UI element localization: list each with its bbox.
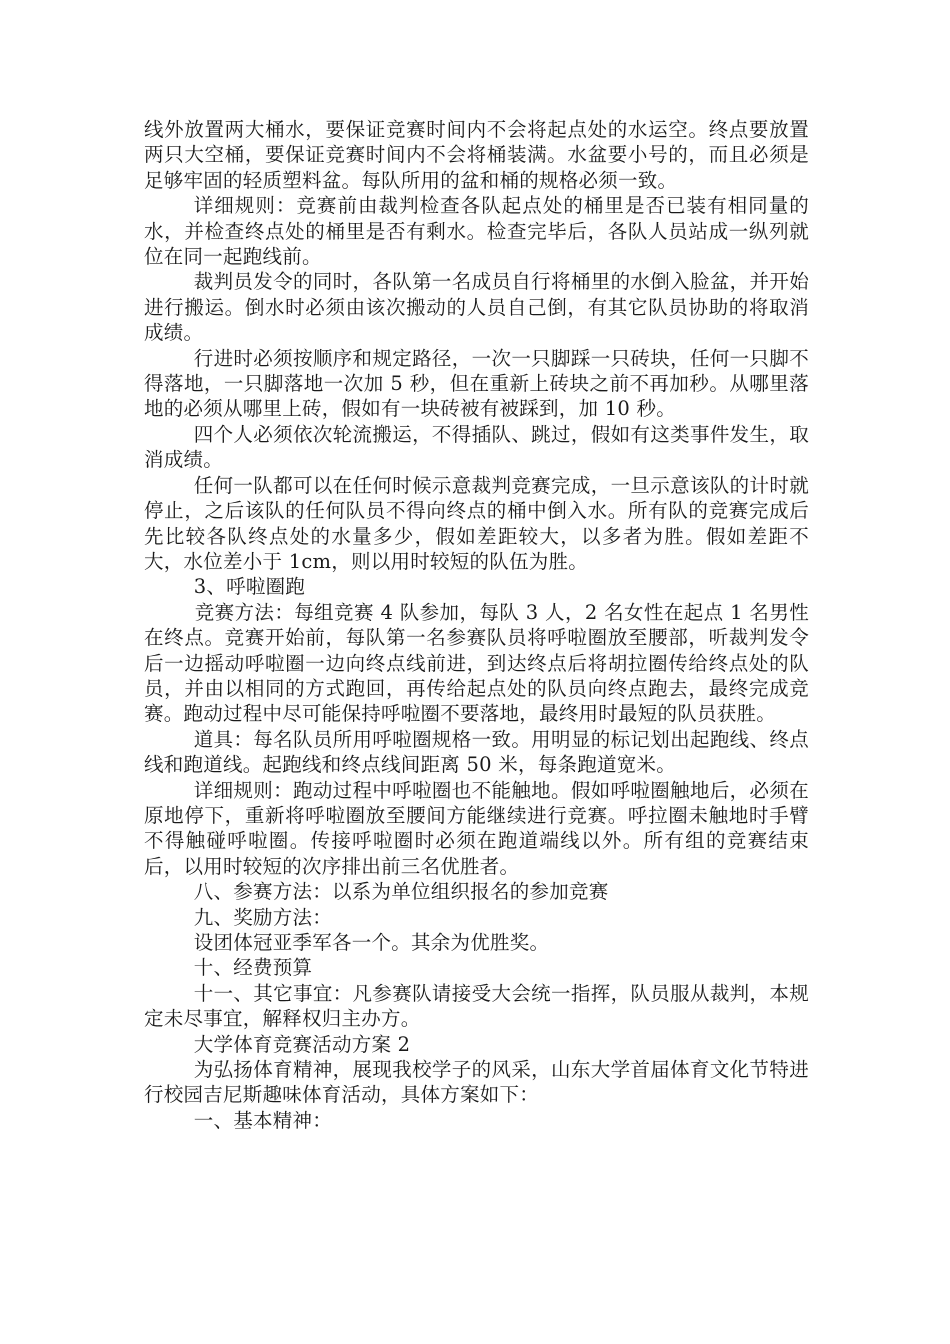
section-heading-other-matters: 十一、其它事宜：凡参赛队请接受大会统一指挥，队员服从裁判，本规定未尽事宜，解释权归主办方。 — [144, 981, 809, 1031]
section-heading-hula-hoop: 3、呼啦圈跑 — [193, 575, 306, 599]
document-body — [144, 117, 809, 1133]
paragraph-4: 行进时必须按顺序和规定路径，一次一只脚踩一只砖块，任何一只脚不得落地，一只脚落地一次加 5 秒，但在重新上砖块之前不再加秒。从哪里落地的必须从哪里上砖，假如有一块砖被有被踩到，加 10 秒。 — [144, 346, 809, 421]
paragraph-props: 道具：每名队员所用呼啦圈规格一致。用明显的标记划出起跑线、终点线和跑道线。起跑线和终点线间距离 50 米，每条跑道宽米。 — [144, 727, 809, 777]
section-heading-basic-spirit: 一、基本精神： — [193, 1108, 332, 1132]
paragraph-intro-2: 为弘扬体育精神，展现我校学子的风采，山东大学首届体育文化节特进行校园吉尼斯趣味体育活动，具体方案如下： — [144, 1058, 809, 1107]
paragraph-competition-method: 竞赛方法：每组竞赛 4 队参加，每队 3 人，2 名女性在起点 1 名男性在终点。竞赛开始前，每队第一名参赛队员将呼啦圈放至腰部，听裁判发令后一边摇动呼啦圈一边向终点线前进，到达终点后将胡拉圈传给终点处的队员，并由以相同的方式跑回，再传给起点处的队员向终点跑去，最终完成竞赛。跑动过程中尽可能保持呼啦圈不要落地，最终用时最短的队员获胜。 — [144, 600, 809, 726]
section-heading-budget: 十、经费预算 — [193, 956, 313, 980]
section-heading-rewards: 九、奖励方法： — [193, 905, 332, 929]
paragraph-6: 任何一队都可以在任何时候示意裁判竞赛完成，一旦示意该队的计时就停止，之后该队的任何队员不得向终点的桶中倒入水。所有队的竞赛完成后先比较各队终点处的水量多少，假如差距较大，以多者为胜。假如差距不大，水位差小于 1cm，则以用时较短的队伍为胜。 — [144, 473, 809, 573]
paragraph-5: 四个人必须依次轮流搬运，不得插队、跳过，假如有这类事件发生，取消成绩。 — [144, 422, 809, 472]
section-heading-entry-method: 八、参赛方法：以系为单位组织报名的参加竞赛 — [193, 880, 609, 904]
paragraph-1: 线外放置两大桶水，要保证竞赛时间内不会将起点处的水运空。终点要放置两只大空桶，要保证竞赛时间内不会将桶装满。水盆要小号的，而且必须是足够牢固的轻质塑料盆。每队所用的盆和桶的规格必须一致。 — [144, 118, 809, 192]
paragraph-rewards: 设团体冠亚季军各一个。其余为优胜奖。 — [193, 931, 550, 954]
paragraph-detailed-rules: 详细规则：跑动过程中呼啦圈也不能触地。假如呼啦圈触地后，必须在原地停下，重新将呼啦圈放至腰间方能继续进行竞赛。呼拉圈未触地时手臂不得触碰呼啦圈。传接呼啦圈时必须在跑道端线以外。所有组的竞赛结束后，以用时较短的次序排出前三名优胜者。 — [144, 778, 809, 878]
plan-title-2: 大学体育竞赛活动方案 2 — [193, 1032, 411, 1056]
paragraph-3: 裁判员发令的同时，各队第一名成员自行将桶里的水倒入脸盆，并开始进行搬运。倒水时必须由该次搬动的人员自己倒，有其它队员协助的将取消成绩。 — [144, 270, 809, 345]
paragraph-2: 详细规则：竞赛前由裁判检查各队起点处的桶里是否已装有相同量的水，并检查终点处的桶里是否有剩水。检查完毕后，各队人员站成一纵列就位在同一起跑线前。 — [144, 194, 809, 269]
